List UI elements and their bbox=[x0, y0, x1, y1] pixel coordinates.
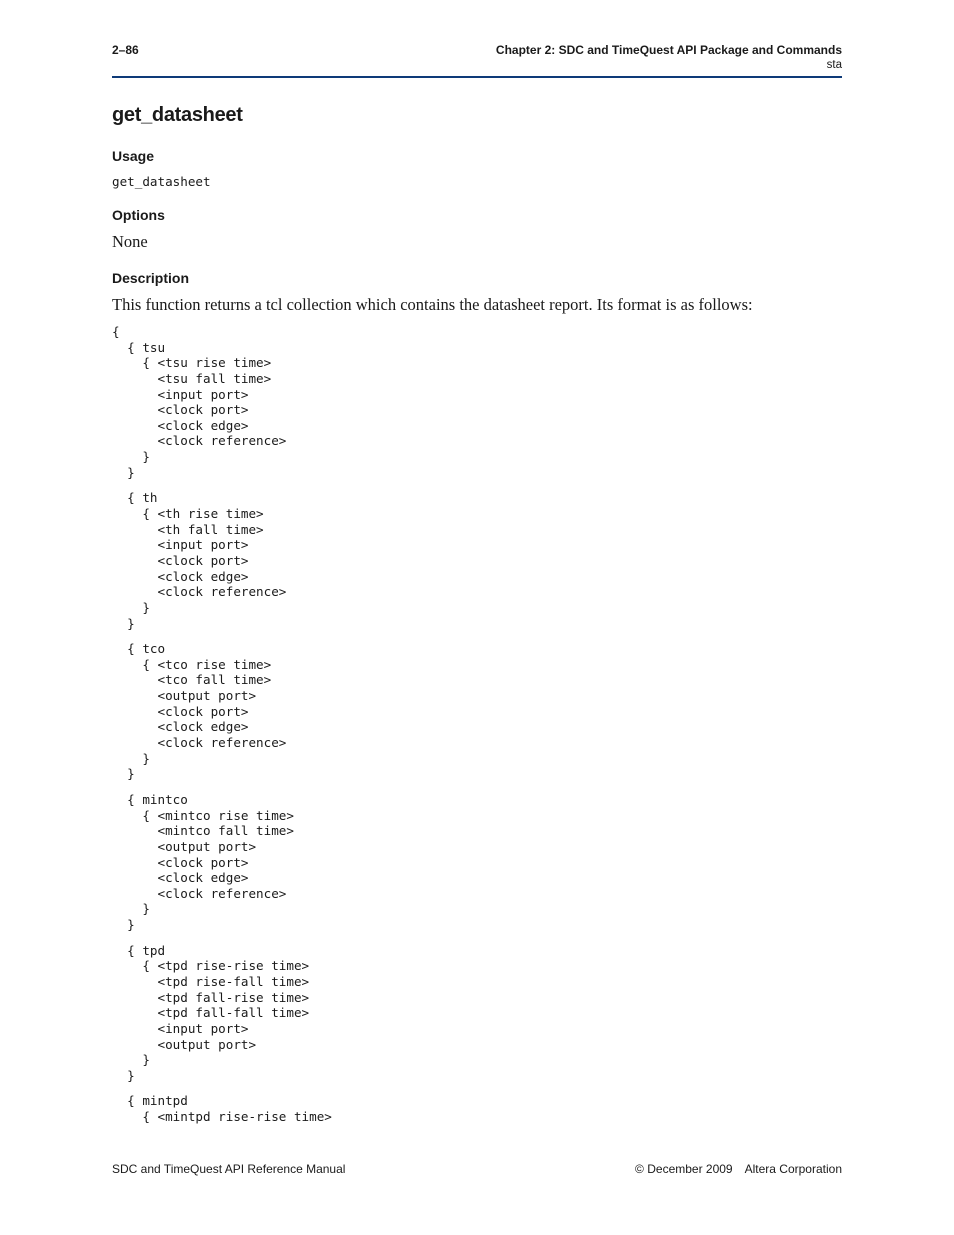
footer-manual-title: SDC and TimeQuest API Reference Manual bbox=[112, 1162, 346, 1176]
code-line: <input port> bbox=[112, 1020, 249, 1036]
code-line: } bbox=[112, 750, 150, 766]
code-line: { bbox=[112, 324, 120, 339]
code-line: } bbox=[112, 464, 135, 480]
header-rule bbox=[112, 76, 842, 78]
page-title: get_datasheet bbox=[112, 104, 243, 126]
code-line: <clock edge> bbox=[112, 568, 249, 584]
code-line: } bbox=[112, 1052, 150, 1068]
section-name: sta bbox=[826, 59, 842, 71]
code-line: { <th rise time> bbox=[112, 506, 264, 522]
code-line: { th bbox=[112, 490, 158, 506]
code-line: <tco fall time> bbox=[112, 672, 272, 688]
code-line: <clock reference> bbox=[112, 433, 287, 449]
code-line: <mintco fall time> bbox=[112, 823, 294, 839]
code-line: <output port> bbox=[112, 838, 257, 854]
options-text: None bbox=[112, 232, 148, 251]
footer-copyright bbox=[635, 1162, 842, 1176]
code-line: <clock port> bbox=[112, 703, 249, 719]
code-line: { <tco rise time> bbox=[112, 656, 272, 672]
usage-code: get_datasheet bbox=[112, 174, 211, 189]
code-line: <output port> bbox=[112, 1036, 257, 1052]
code-line: { <tpd rise-rise time> bbox=[112, 958, 310, 974]
code-line: <clock reference> bbox=[112, 885, 287, 901]
code-blank-line bbox=[112, 631, 332, 641]
code-line: { tco bbox=[112, 641, 166, 657]
code-line: { mintco bbox=[112, 791, 188, 807]
code-line: <clock reference> bbox=[112, 584, 287, 600]
code-blank-line bbox=[112, 933, 332, 943]
code-line: <clock port> bbox=[112, 402, 249, 418]
code-line: <clock port> bbox=[112, 552, 249, 568]
code-line: } bbox=[112, 449, 150, 465]
code-line: <clock edge> bbox=[112, 719, 249, 735]
code-line: <clock port> bbox=[112, 854, 249, 870]
code-line: <tpd fall-fall time> bbox=[112, 1005, 310, 1021]
code-line: { tsu bbox=[112, 339, 166, 355]
code-line: <tpd rise-fall time> bbox=[112, 973, 310, 989]
code-line: <input port> bbox=[112, 537, 249, 553]
options-heading: Options bbox=[112, 207, 165, 223]
code-line: <clock reference> bbox=[112, 735, 287, 751]
code-line: } bbox=[112, 766, 135, 782]
code-blank-line bbox=[112, 1083, 332, 1093]
code-blank-line bbox=[112, 480, 332, 490]
code-line: { tpd bbox=[112, 942, 166, 958]
code-line: } bbox=[112, 917, 135, 933]
usage-heading: Usage bbox=[112, 148, 155, 164]
running-header bbox=[496, 43, 842, 73]
code-line: { <tsu rise time> bbox=[112, 355, 272, 371]
code-line: { mintpd bbox=[112, 1093, 188, 1109]
code-line: <th fall time> bbox=[112, 521, 264, 537]
footer-company: Altera Corporation bbox=[744, 1162, 842, 1176]
code-line: } bbox=[112, 1067, 135, 1083]
code-line: <clock edge> bbox=[112, 870, 249, 886]
code-line: <tsu fall time> bbox=[112, 370, 272, 386]
code-line: } bbox=[112, 901, 150, 917]
code-block bbox=[112, 324, 332, 1125]
code-blank-line bbox=[112, 782, 332, 792]
code-line: } bbox=[112, 615, 135, 631]
code-line: <tpd fall-rise time> bbox=[112, 989, 310, 1005]
footer-date: © December 2009 bbox=[635, 1162, 733, 1176]
code-line: <output port> bbox=[112, 688, 257, 704]
code-line: { <mintco rise time> bbox=[112, 807, 294, 823]
description-text: This function returns a tcl collection which contains the datasheet report. Its format is as follows: bbox=[112, 295, 753, 314]
code-line: { <mintpd rise-rise time> bbox=[112, 1109, 332, 1125]
page-number: 2–86 bbox=[112, 43, 139, 57]
code-line: <input port> bbox=[112, 386, 249, 402]
code-line: <clock edge> bbox=[112, 417, 249, 433]
chapter-title: Chapter 2: SDC and TimeQuest API Package and Commands bbox=[495, 43, 842, 57]
code-line: } bbox=[112, 599, 150, 615]
description-heading: Description bbox=[112, 270, 190, 286]
